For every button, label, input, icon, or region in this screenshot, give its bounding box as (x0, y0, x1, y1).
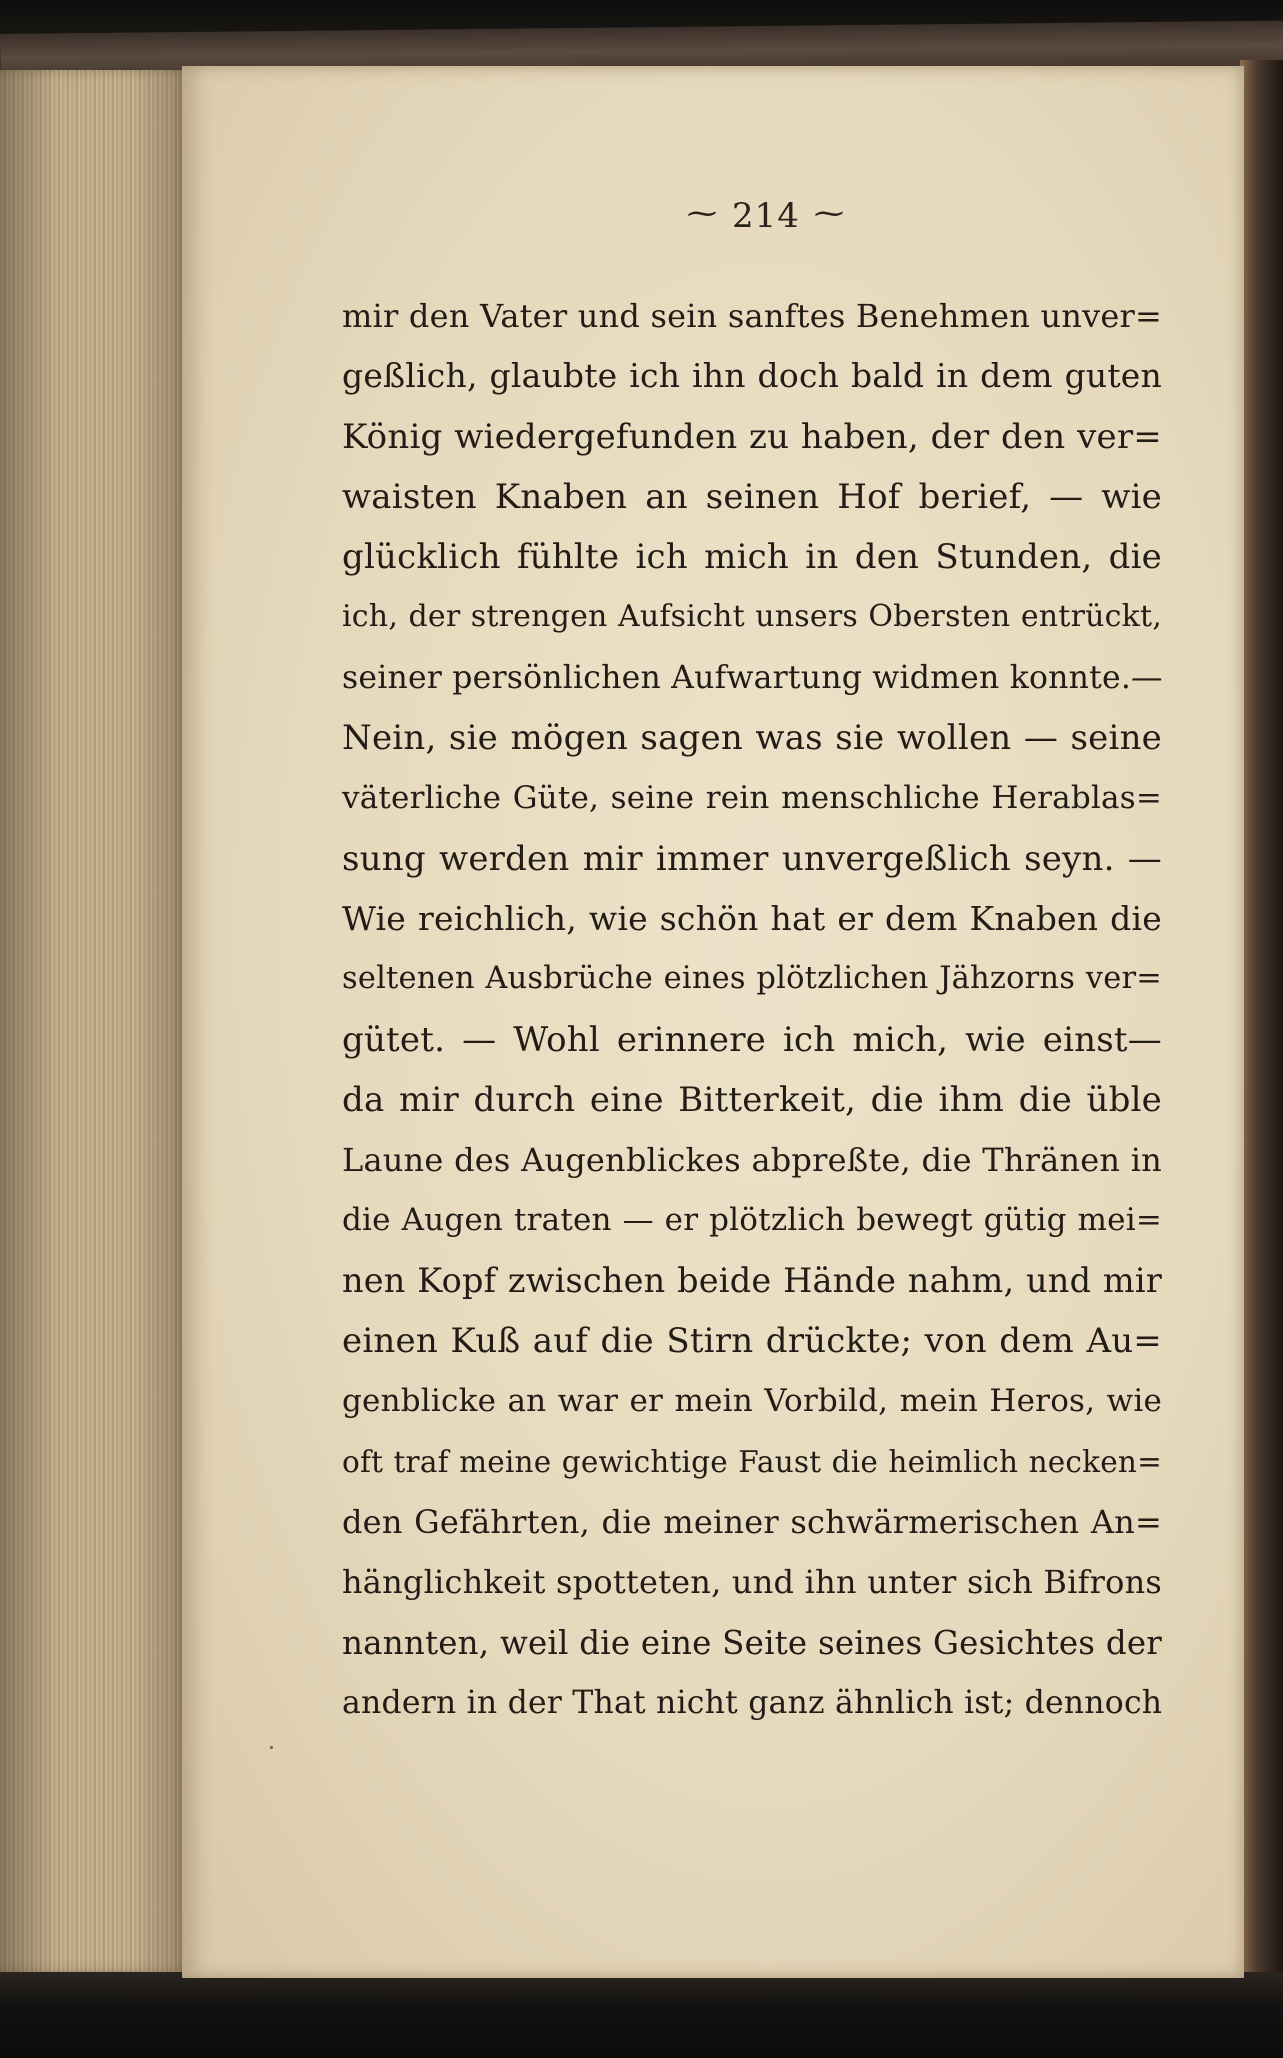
text-line: Laune des Augenblickes abpreßte, die Thränen in (342, 1141, 1162, 1180)
text-line: andern in der That nicht ganz ähnlich ist; dennoch (342, 1684, 1163, 1721)
left-ornament-icon: ⁓ (687, 196, 719, 231)
scanner-background-bottom (0, 1972, 1283, 2058)
text-line: die Augen traten — er plötzlich bewegt gütig mei= (342, 1202, 1162, 1239)
text-line: waisten Knaben an seinen Hof berief, — wie (342, 476, 1162, 517)
text-line: gütet. — Wohl erinnere ich mich, wie einst— (342, 1019, 1162, 1060)
page-number: 214 (732, 196, 800, 236)
text-line: einen Kuß auf die Stirn drückte; von dem Au= (342, 1321, 1162, 1362)
page-stack-shadow (0, 70, 190, 1972)
text-line: nen Kopf zwischen beide Hände nahm, und mir (342, 1260, 1162, 1300)
text-line: ich, der strengen Aufsicht unsers Obersten entrückt, (342, 599, 1162, 635)
text-line: da mir durch eine Bitterkeit, die ihm die üble (342, 1079, 1162, 1120)
page-number-header (636, 196, 896, 246)
text-line: sung werden mir immer unvergeßlich seyn. — (342, 838, 1162, 879)
text-line: geßlich, glaubte ich ihn doch bald in dem guten (342, 356, 1162, 396)
text-line: nannten, weil die eine Seite seines Gesichtes der (342, 1623, 1162, 1662)
paper-speck (270, 1746, 273, 1749)
text-line: genblicke an war er mein Vorbild, mein Heros, wie (342, 1383, 1162, 1420)
text-line: hänglichkeit spotteten, und ihn unter sich Bifrons (342, 1563, 1162, 1602)
text-line: seltenen Ausbrüche eines plötzlichen Jähzorns ver= (342, 961, 1162, 997)
text-line: König wiedergefunden zu haben, der den ver= (342, 416, 1162, 457)
text-line: den Gefährten, die meiner schwärmerischen An= (342, 1502, 1162, 1541)
text-line: väterliche Güte, seine rein menschliche Herablas= (342, 780, 1162, 817)
text-line: glücklich fühlte ich mich in den Stunden, die (342, 537, 1162, 578)
text-line: oft traf meine gewichtige Faust die heimlich necken= (342, 1444, 1162, 1479)
text-line: seiner persönlichen Aufwartung widmen konnte.— (342, 659, 1163, 696)
text-line: Nein, sie mögen sagen was sie wollen — seine (342, 718, 1162, 759)
text-line: Wie reichlich, wie schön hat er dem Knaben die (342, 898, 1162, 938)
text-line: mir den Vater und sein sanftes Benehmen unver= (342, 297, 1162, 335)
right-ornament-icon: ⁓ (813, 196, 845, 231)
body-text (342, 286, 1162, 1733)
book-binding-edge (1240, 60, 1283, 1990)
